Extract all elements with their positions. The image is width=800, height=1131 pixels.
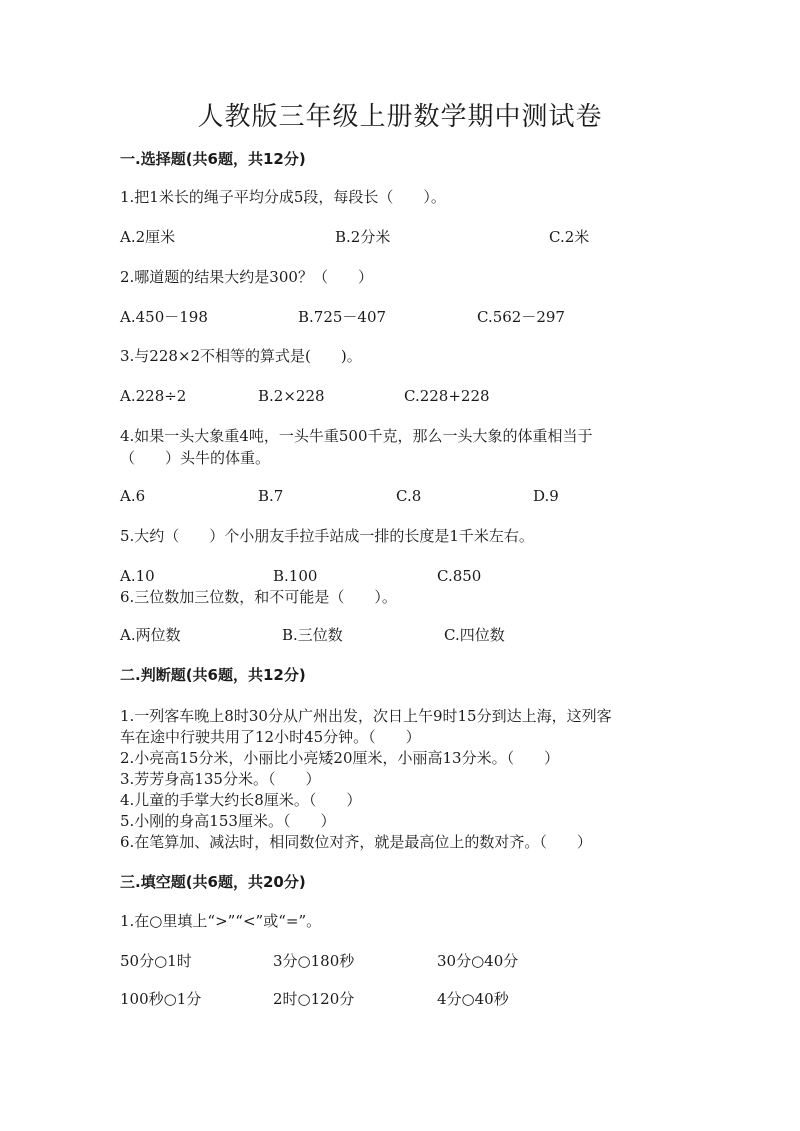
option-a: A.228÷2 [120, 387, 187, 405]
compare-item: 30分○40分 [437, 952, 519, 970]
judge-item: 1.一列客车晚上8时30分从广州出发，次日上午9时15分到达上海，这列客 [120, 707, 612, 725]
page-title: 人教版三年级上册数学期中测试卷 [197, 102, 603, 132]
judge-item: 2.小亮高15分米，小丽比小亮矮20厘米，小丽高13分米。（ ） [120, 749, 560, 767]
option-b: B.7 [258, 487, 284, 505]
option-c: C.2米 [549, 228, 590, 246]
option-c: C.228+228 [404, 387, 490, 405]
judge-item: 6.在笔算加、减法时，相同数位对齐，就是最高位上的数对齐。（ ） [120, 833, 592, 851]
judge-item: 4.儿童的手掌大约长8厘米。（ ） [120, 791, 362, 809]
judge-item: 3.芳芳身高135分米。（ ） [120, 770, 321, 788]
option-b: B.三位数 [282, 626, 343, 644]
option-b: B.725－407 [298, 308, 387, 326]
section-heading-judge: 二.判断题(共6题，共12分) [120, 666, 306, 684]
option-c: C.四位数 [444, 626, 505, 644]
judge-item-continued: 车在途中行驶共用了12小时45分钟。（ ） [120, 728, 421, 746]
question-text: 1.在○里填上“>”“<”或“=”。 [120, 912, 322, 930]
question-text: 4.如果一头大象重4吨，一头牛重500千克，那么一头大象的体重相当于 [120, 427, 593, 445]
compare-item: 100秒○1分 [120, 990, 202, 1008]
option-a: A.6 [120, 487, 146, 505]
option-c: C.8 [396, 487, 422, 505]
question-text: 3.与228×2不相等的算式是( )。 [120, 347, 362, 365]
option-b: B.2分米 [335, 228, 391, 246]
question-text: 2.哪道题的结果大约是300？（ ） [120, 268, 373, 286]
section-heading-fill: 三.填空题(共6题，共20分) [120, 873, 306, 891]
compare-item: 4分○40秒 [437, 990, 509, 1008]
option-d: D.9 [533, 487, 559, 505]
option-a: A.450－198 [120, 308, 208, 326]
judge-item: 5.小刚的身高153厘米。（ ） [120, 812, 336, 830]
question-text: 5.大约（ ）个小朋友手拉手站成一排的长度是1千米左右。 [120, 527, 534, 545]
compare-item: 3分○180秒 [273, 952, 355, 970]
question-text-continued: （ ）头牛的体重。 [120, 449, 271, 467]
option-a: A.两位数 [120, 626, 181, 644]
question-text: 1.把1米长的绳子平均分成5段，每段长（ ）。 [120, 188, 446, 206]
option-b: B.2×228 [258, 387, 325, 405]
option-b: B.100 [273, 567, 318, 585]
option-c: C.850 [437, 567, 482, 585]
question-text: 6.三位数加三位数，和不可能是（ ）。 [120, 588, 397, 606]
option-a: A.10 [120, 567, 155, 585]
compare-item: 2时○120分 [273, 990, 355, 1008]
section-heading-choice: 一.选择题(共6题，共12分) [120, 150, 306, 168]
option-a: A.2厘米 [120, 228, 176, 246]
compare-item: 50分○1时 [120, 952, 192, 970]
option-c: C.562－297 [477, 308, 565, 326]
